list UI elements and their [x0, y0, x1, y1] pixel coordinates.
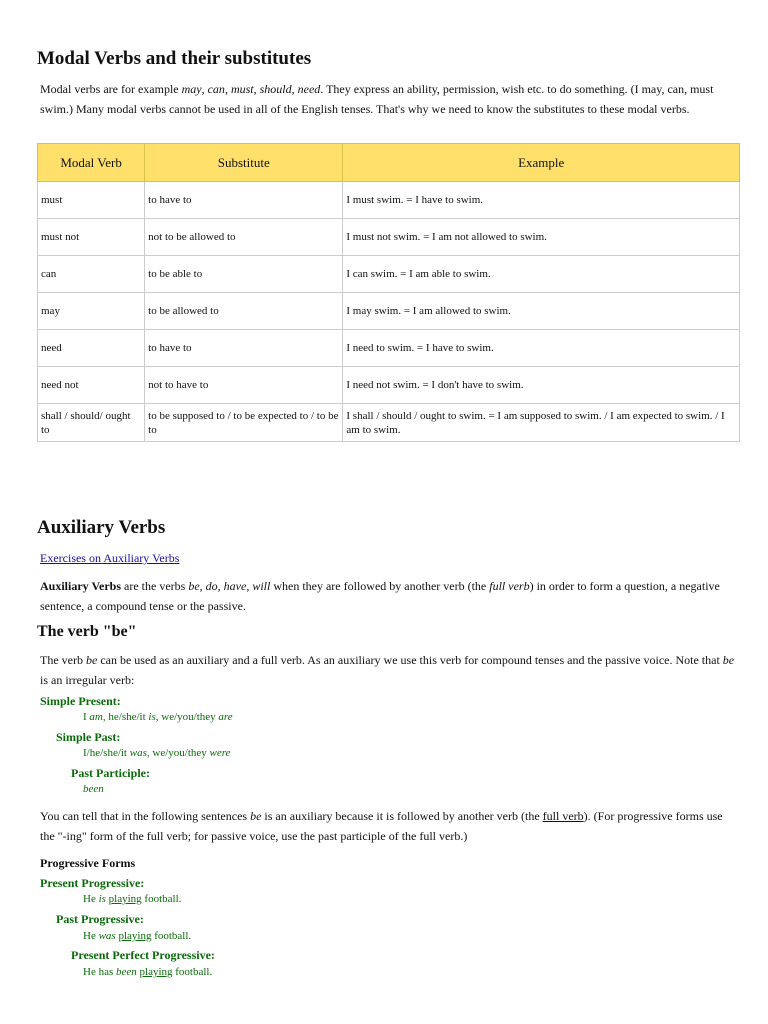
example-cell: I shall / should / ought to swim. = I am supposed to swim. / I am expected to swim. / I am to swim.: [343, 404, 740, 442]
present-perfect-progressive-example: He has been playing football.: [83, 966, 213, 978]
auxiliary-verbs-definition: Auxiliary Verbs are the verbs be, do, have, will when they are followed by another verb (the full verb) in order to form a question, a negative sentence, a compound tense or the passive.: [40, 579, 720, 613]
table-row: [38, 404, 740, 442]
substitute-cell: to be supposed to / to be expected to / to be to: [145, 404, 343, 442]
substitute-cell: to have to: [145, 182, 343, 219]
simple-present-label: Simple Present:: [40, 694, 121, 708]
verb-be-heading: The verb "be": [37, 623, 137, 640]
modal-verb-cell: may: [38, 293, 145, 330]
example-cell: I may swim. = I am allowed to swim.: [343, 293, 740, 330]
present-progressive-example: He is playing football.: [83, 893, 182, 905]
modal-verb-cell: shall / should/ ought to: [38, 404, 145, 442]
modal-verbs-intro: Modal verbs are for example may, can, must, should, need. They express an ability, permission, wish etc. to do something. (I may, can, must swim.) Many modal verbs cannot be used in all of the English tenses. That's why we need to know the substitutes to these modal verbs.: [40, 82, 714, 116]
modal-verbs-table: [37, 143, 740, 442]
simple-past-label: Simple Past:: [56, 730, 121, 744]
modal-verb-cell: must: [38, 182, 145, 219]
exercises-link[interactable]: Exercises on Auxiliary Verbs: [40, 551, 180, 565]
modal-verbs-heading: Modal Verbs and their substitutes: [37, 48, 312, 69]
example-cell: I can swim. = I am able to swim.: [343, 256, 740, 293]
table-row: [38, 256, 740, 293]
past-progressive-example: He was playing football.: [83, 930, 192, 942]
substitute-cell: not to have to: [145, 367, 343, 404]
substitute-cell: to be able to: [145, 256, 343, 293]
column-header-modal-verb: Modal Verb: [38, 144, 145, 182]
table-row: [38, 219, 740, 256]
substitute-cell: to be allowed to: [145, 293, 343, 330]
example-cell: I must not swim. = I am not allowed to swim.: [343, 219, 740, 256]
modal-verb-cell: can: [38, 256, 145, 293]
table-row: [38, 293, 740, 330]
table-row: [38, 330, 740, 367]
example-cell: I need to swim. = I have to swim.: [343, 330, 740, 367]
modal-verb-cell: must not: [38, 219, 145, 256]
table-row: [38, 367, 740, 404]
table-header-row: [38, 144, 740, 182]
verb-be-intro: The verb be can be used as an auxiliary and a full verb. As an auxiliary we use this verb for compound tenses and the passive voice. Note that be is an irregular verb:: [40, 653, 735, 687]
example-cell: I need not swim. = I don't have to swim.: [343, 367, 740, 404]
past-participle-label: Past Participle:: [71, 766, 150, 780]
progressive-forms-heading: Progressive Forms: [40, 856, 136, 870]
column-header-example: Example: [343, 144, 740, 182]
present-perfect-progressive-label: Present Perfect Progressive:: [71, 948, 215, 962]
past-progressive-label: Past Progressive:: [56, 912, 144, 926]
substitute-cell: to have to: [145, 330, 343, 367]
modal-verb-cell: need: [38, 330, 145, 367]
past-participle-form: been: [83, 783, 104, 795]
present-progressive-label: Present Progressive:: [40, 876, 145, 890]
simple-present-forms: I am, he/she/it is, we/you/they are: [83, 711, 233, 723]
auxiliary-explanation: You can tell that in the following sentences be is an auxiliary because it is followed by another verb (the full verb). (For progressive forms use the "-ing" form of the full verb; for passive voice, use the past participle of the full verb.): [40, 809, 723, 843]
example-cell: I must swim. = I have to swim.: [343, 182, 740, 219]
substitute-cell: not to be allowed to: [145, 219, 343, 256]
simple-past-forms: I/he/she/it was, we/you/they were: [83, 747, 231, 759]
column-header-substitute: Substitute: [145, 144, 343, 182]
auxiliary-verbs-heading: Auxiliary Verbs: [37, 517, 166, 538]
modal-verb-cell: need not: [38, 367, 145, 404]
table-row: [38, 182, 740, 219]
